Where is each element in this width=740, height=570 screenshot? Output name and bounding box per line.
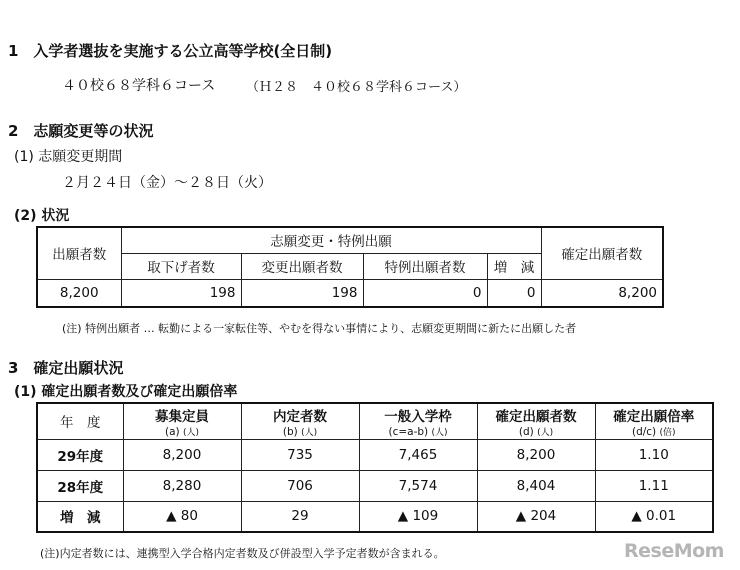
cell-applicants: 8,200 [37, 279, 121, 307]
section3-sub1: (1) 確定出願者数及び確定出願倍率 [14, 384, 238, 400]
col-admitted-unit: (人) [301, 427, 318, 438]
col-withdrawn: 取下げ者数 [121, 253, 241, 279]
change-status-table [36, 226, 664, 308]
table-row [37, 501, 713, 532]
table-row [37, 470, 713, 501]
section3-heading: 3 確定出願状況 [8, 359, 124, 377]
cell-ratio: 1.11 [595, 470, 713, 501]
cell-year: 29年度 [37, 439, 123, 470]
cell-general: 7,465 [359, 439, 477, 470]
cell-withdrawn: 198 [121, 279, 241, 307]
col-ratio-formula: (d/c) [631, 425, 657, 438]
col-capacity-formula: (a) [164, 425, 180, 438]
col-general-label: 一般入学枠 [384, 408, 452, 425]
section2-note: (注) 特例出願者 … 転勤による一家転住等、やむを得ない事情により、志願変更期間に新たに出願した者 [62, 322, 577, 335]
section1-heading: 1 入学者選抜を実施する公立高等学校(全日制) [8, 42, 333, 60]
cell-final: ▲ 204 [477, 501, 595, 532]
cell-special: 0 [363, 279, 487, 307]
col-diff: 増 減 [487, 253, 541, 279]
col-year: 年 度 [37, 403, 123, 439]
col-capacity [123, 403, 241, 439]
cell-changed: 198 [241, 279, 363, 307]
col-final [477, 403, 595, 439]
cell-year: 28年度 [37, 470, 123, 501]
col-admitted-label: 内定者数 [273, 408, 327, 425]
section2-sub1: (1) 志願変更期間 [14, 149, 123, 165]
section3-note: (注)内定者数には、連携型入学合格内定者数及び併設型入学予定者数が含まれる。 [40, 547, 445, 560]
cell-year: 増 減 [37, 501, 123, 532]
table-row [37, 279, 663, 307]
cell-admitted: 706 [241, 470, 359, 501]
change-period: ２月２４日（金）～２８日（火） [62, 175, 272, 191]
section1-detail: ４０校６８学科６コース [62, 78, 216, 94]
col-applicants: 出願者数 [37, 227, 121, 279]
cell-final: 8,200 [477, 439, 595, 470]
cell-admitted: 29 [241, 501, 359, 532]
col-general-formula: (c=a-b) [388, 425, 429, 438]
section2-heading: 2 志願変更等の状況 [8, 122, 154, 140]
cell-final: 8,404 [477, 470, 595, 501]
col-final-applicants: 確定出願者数 [541, 227, 663, 279]
col-ratio [595, 403, 713, 439]
cell-final: 8,200 [541, 279, 663, 307]
group-header: 志願変更・特例出願 [121, 227, 541, 253]
col-capacity-label: 募集定員 [155, 408, 209, 425]
cell-capacity: ▲ 80 [123, 501, 241, 532]
cell-ratio: ▲ 0.01 [595, 501, 713, 532]
col-ratio-label: 確定出願倍率 [613, 408, 695, 425]
cell-ratio: 1.10 [595, 439, 713, 470]
final-applications-table [36, 402, 714, 533]
col-admitted-formula: (b) [282, 425, 298, 438]
section2-sub2: (2) 状況 [14, 208, 70, 224]
cell-capacity: 8,200 [123, 439, 241, 470]
col-general-unit: (人) [431, 427, 448, 438]
col-capacity-unit: (人) [182, 427, 199, 438]
col-ratio-unit: (倍) [659, 427, 676, 438]
col-special: 特例出願者数 [363, 253, 487, 279]
watermark-logo: ReseMom [624, 540, 724, 562]
col-changed: 変更出願者数 [241, 253, 363, 279]
table-row [37, 439, 713, 470]
col-admitted [241, 403, 359, 439]
cell-general: 7,574 [359, 470, 477, 501]
col-final-label: 確定出願者数 [495, 408, 577, 425]
cell-capacity: 8,280 [123, 470, 241, 501]
col-final-unit: (人) [537, 427, 554, 438]
cell-admitted: 735 [241, 439, 359, 470]
col-final-formula: (d) [518, 425, 534, 438]
cell-diff: 0 [487, 279, 541, 307]
section1-previous: （Ｈ２８ ４０校６８学科６コース） [246, 80, 467, 95]
cell-general: ▲ 109 [359, 501, 477, 532]
col-general [359, 403, 477, 439]
